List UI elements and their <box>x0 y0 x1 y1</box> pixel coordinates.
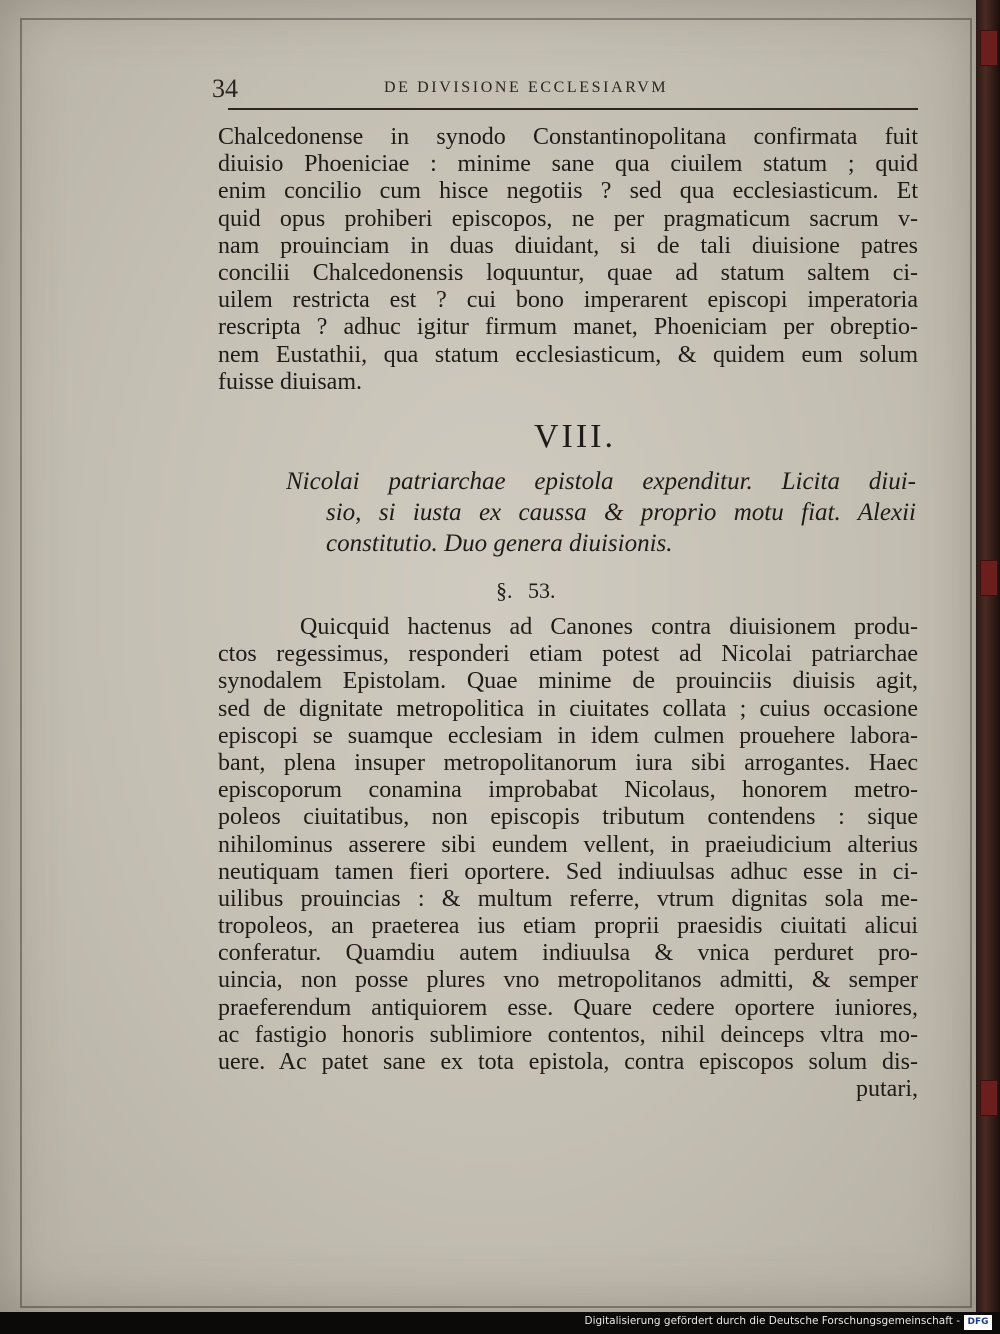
text-line: uilem restricta est ? cui bono imperarent episcopi imperatoria <box>218 287 918 314</box>
summary-line: Nicolai patriarchae epistola expenditur. Licita diui- <box>286 468 916 495</box>
text-line: sed de dignitate metropolitica in ciuitates collata ; cuius occasione <box>218 695 918 722</box>
text-line: Chalcedonense in synodo Constantinopolitana confirmata fuit <box>218 124 918 150</box>
summary-line: constitutio. Duo genera diuisionis. <box>326 530 673 557</box>
continuation-text <box>218 124 918 396</box>
text-line: ac fastigio honoris sublimiore contentos, nihil deinceps vltra mo- <box>218 1021 918 1048</box>
funding-credit: Digitalisierung gefördert durch die Deutsche Forschungsgemeinschaft - <box>584 1315 960 1327</box>
page-number: 34 <box>212 74 238 103</box>
paragraph-text <box>218 614 918 1103</box>
text-line: poleos ciuitatibus, non episcopis tributum contendens : sique <box>218 804 918 831</box>
section-mark: §. 53. <box>496 578 556 603</box>
text-line: praeferendum antiquiorem esse. Quare cedere oportere iuniores, <box>218 994 918 1021</box>
text-line: nihilominus asserere sibi eundem vellent, in praeiudicium alterius <box>218 831 918 858</box>
text-line: tropoleos, an praeterea ius etiam proprii praesidis ciuitati alicui <box>218 913 918 940</box>
text-line: rescripta ? adhuc igitur firmum manet, Phoeniciam per obreptio- <box>218 314 918 341</box>
text-line: diuisio Phoeniciae : minime sane qua ciuilem statum ; quid <box>218 151 918 178</box>
text-line: conferatur. Quamdiu autem indiuulsa & vnica perduret pro- <box>218 940 918 967</box>
text-line: uincia, non posse plures vno metropolitanos admitti, & semper <box>218 967 918 994</box>
header-rule <box>228 108 918 110</box>
dfg-logo: DFG <box>964 1315 992 1330</box>
running-title: DE DIVISIONE ECCLESIARVM <box>384 79 669 96</box>
book-spine <box>976 0 1000 1312</box>
text-line: ctos regessimus, responderi etiam potest ad Nicolai patriarchae <box>218 641 918 668</box>
spine-band <box>980 560 998 596</box>
footer-bar <box>0 1312 1000 1334</box>
spine-band <box>980 1080 998 1116</box>
text-line: uilibus prouincias : & multum referre, vtrum dignitas sola me- <box>218 885 918 912</box>
chapter-summary <box>286 466 916 559</box>
text-line: episcopi se suamque ecclesiam in idem culmen prouehere labora- <box>218 722 918 749</box>
text-line: concilii Chalcedonensis loquuntur, quae ad statum saltem ci- <box>218 259 918 286</box>
text-line: uere. Ac patet sane ex tota epistola, contra episcopos solum dis- <box>218 1049 918 1075</box>
text-line: bant, plena insuper metropolitanorum iura sibi arrogantes. Haec <box>218 749 918 776</box>
text-line: episcoporum conamina improbabat Nicolaus, honorem metro- <box>218 777 918 804</box>
text-line: Quicquid hactenus ad Canones contra diuisionem produ- <box>300 614 918 640</box>
text-line: enim concilio cum hisce negotiis ? sed qua ecclesiasticum. Et <box>218 178 918 205</box>
text-line: nem Eustathii, qua statum ecclesiasticum, & quidem eum solum <box>218 341 918 368</box>
catchword: putari, <box>856 1076 918 1103</box>
text-line: nam prouinciam in duas diuidant, si de tali diuisione patres <box>218 232 918 259</box>
text-line: synodalem Epistolam. Quae minime de prouinciis diuisis agit, <box>218 668 918 695</box>
text-line: fuisse diuisam. <box>218 368 362 395</box>
chapter-heading: VIII. <box>533 418 617 455</box>
text-line: neutiquam tamen fieri oportere. Sed indiuulsas adhuc esse in ci- <box>218 858 918 885</box>
text-line: quid opus prohiberi episcopos, ne per pragmaticum sacrum v- <box>218 205 918 232</box>
summary-line: sio, si iusta ex caussa & proprio motu fiat. Alexii <box>326 499 916 526</box>
spine-band <box>980 30 998 66</box>
